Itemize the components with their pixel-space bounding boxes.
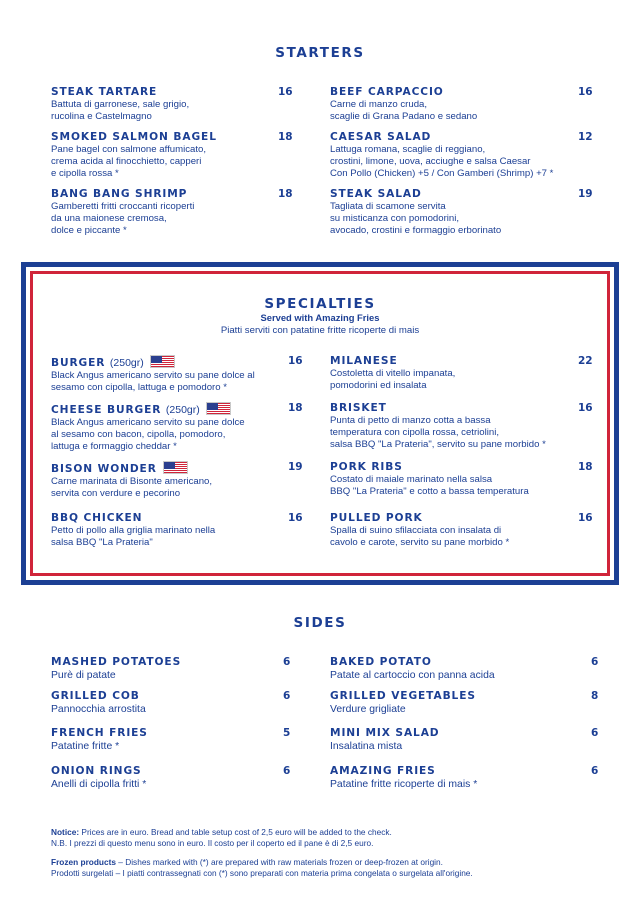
specialties-title: SPECIALTIES	[264, 296, 376, 312]
item-desc: Purè di patate	[51, 670, 116, 681]
item-desc: Costato di maiale marinato nella salsa BBQ "La Prateria" e cotto a bassa temperatura	[330, 474, 529, 497]
menu-item	[51, 86, 301, 123]
item-price: 16	[288, 355, 303, 367]
menu-item	[330, 765, 600, 791]
specialties-subtitle-it: Piatti serviti con patatine fritte ricoperte di mais	[220, 325, 420, 336]
notice-en: Notice: Prices are in euro. Bread and table setup cost of 2,5 euro will be added to the check.	[51, 827, 392, 837]
item-desc: Anelli di cipolla fritti *	[51, 779, 147, 790]
item-price: 16	[578, 86, 593, 98]
item-price: 8	[591, 690, 599, 702]
item-price: 6	[283, 690, 291, 702]
item-name: GRILLED VEGETABLES	[330, 690, 476, 702]
item-desc: Patatine fritte ricoperte di mais *	[330, 779, 478, 790]
item-name: BANG BANG SHRIMP	[51, 188, 188, 200]
notice-it: N.B. I prezzi di questo menu sono in euro. Il costo per il coperto ed il pane è di 2,5 euro.	[51, 838, 374, 848]
item-desc: Patatine fritte *	[51, 741, 120, 752]
item-name: PORK RIBS	[330, 461, 403, 473]
item-desc: Gamberetti fritti croccanti ricoperti da una maionese cremosa, dolce e piccante *	[51, 201, 195, 236]
item-name: ONION RINGS	[51, 765, 142, 777]
menu-item	[330, 656, 600, 682]
sides-title: SIDES	[293, 615, 347, 631]
item-name: MILANESE	[330, 355, 398, 367]
item-desc: Pane bagel con salmone affumicato, crema acida al finocchietto, capperi e cipolla rossa *	[51, 144, 207, 179]
item-name: GRILLED COB	[51, 690, 140, 702]
item-name: AMAZING FRIES	[330, 765, 436, 777]
menu-item	[51, 355, 301, 394]
item-price: 18	[578, 461, 593, 473]
item-name: BAKED POTATO	[330, 656, 432, 668]
starters-title: STARTERS	[275, 45, 365, 61]
menu-item	[51, 188, 301, 236]
menu-item	[51, 656, 301, 682]
menu-item	[330, 690, 600, 716]
menu-item	[330, 131, 600, 179]
menu-item	[330, 727, 600, 753]
item-name: BBQ CHICKEN	[51, 512, 143, 524]
item-name: BEEF CARPACCIO	[330, 86, 444, 98]
frozen-en: Frozen products – Dishes marked with (*) are prepared with raw materials frozen or deep-frozen at origin.	[51, 857, 443, 867]
item-price: 12	[578, 131, 593, 143]
item-price: 6	[283, 765, 291, 777]
item-name: STEAK TARTARE	[51, 86, 158, 98]
us-flag-icon	[163, 461, 188, 474]
menu-item	[330, 512, 600, 549]
item-desc: Insalatina mista	[330, 741, 403, 752]
menu-item	[51, 727, 301, 753]
menu-item	[330, 355, 600, 392]
menu-item	[51, 690, 301, 716]
us-flag-icon	[206, 402, 231, 415]
item-name: BURGER (250gr)	[51, 355, 301, 370]
item-desc: Black Angus americano servito su pane dolce al sesamo con bacon, cipolla, pomodoro, lattuga e formaggio cheddar *	[51, 417, 245, 452]
frozen-it: Prodotti surgelati – I piatti contrassegnati con (*) sono preparati con materia prima congelata o surgelata all'origine.	[51, 868, 473, 878]
item-name: CAESAR SALAD	[330, 131, 432, 143]
item-desc: Battuta di garronese, sale grigio, rucolina e Castelmagno	[51, 99, 190, 122]
item-name: MINI MIX SALAD	[330, 727, 440, 739]
item-name: BISON WONDER	[51, 461, 301, 476]
item-price: 5	[283, 727, 291, 739]
item-price: 16	[578, 402, 593, 414]
menu-item	[51, 765, 301, 791]
menu-item	[330, 86, 600, 123]
item-price: 6	[591, 656, 599, 668]
menu-item	[51, 131, 301, 179]
item-desc: Petto di pollo alla griglia marinato nella salsa BBQ "La Prateria"	[51, 525, 216, 548]
us-flag-icon	[150, 355, 175, 368]
item-price: 18	[278, 131, 293, 143]
menu-item	[330, 461, 600, 498]
item-name: STEAK SALAD	[330, 188, 422, 200]
menu-item	[330, 402, 600, 450]
item-name: FRENCH FRIES	[51, 727, 148, 739]
item-name: BRISKET	[330, 402, 387, 414]
item-desc: Patate al cartoccio con panna acida	[330, 670, 495, 681]
item-desc: Verdure grigliate	[330, 704, 406, 715]
item-price: 6	[591, 765, 599, 777]
item-desc: Pannocchia arrostita	[51, 704, 146, 715]
menu-item	[51, 461, 301, 500]
item-desc: Costoletta di vitello impanata, pomodorini ed insalata	[330, 368, 456, 391]
item-price: 6	[283, 656, 291, 668]
item-price: 16	[578, 512, 593, 524]
item-name: CHEESE BURGER (250gr)	[51, 402, 301, 417]
item-desc: Carne di manzo cruda, scaglie di Grana Padano e sedano	[330, 99, 478, 122]
item-price: 22	[578, 355, 593, 367]
menu-item	[51, 512, 301, 549]
item-price: 18	[278, 188, 293, 200]
item-desc: Black Angus americano servito su pane dolce al sesamo con cipolla, lattuga e pomodoro *	[51, 370, 255, 393]
item-price: 18	[288, 402, 303, 414]
item-name: MASHED POTATOES	[51, 656, 182, 668]
menu-item	[330, 188, 600, 236]
item-desc: Tagliata di scamone servita su misticanza con pomodorini, avocado, crostini e formaggio erborinato	[330, 201, 502, 236]
menu-item	[51, 402, 301, 452]
item-desc: Carne marinata di Bisonte americano, servita con verdure e pecorino	[51, 476, 213, 499]
item-price: 16	[278, 86, 293, 98]
item-price: 19	[578, 188, 593, 200]
specialties-subtitle: Served with Amazing Fries	[260, 312, 380, 323]
item-price: 6	[591, 727, 599, 739]
item-price: 19	[288, 461, 303, 473]
item-desc: Punta di petto di manzo cotta a bassa temperatura con cipolla rossa, cetriolini, salsa BBQ "La Prateria", servito su pane morbido *	[330, 415, 546, 450]
item-desc: Spalla di suino sfilacciata con insalata di cavolo e carote, servito su pane morbido *	[330, 525, 510, 548]
item-price: 16	[288, 512, 303, 524]
item-desc: Lattuga romana, scaglie di reggiano, crostini, limone, uova, acciughe e salsa Caesar Con Pollo (Chicken) +5 / Con Gamberi (Shrimp) +7 *	[330, 144, 554, 179]
item-name: PULLED PORK	[330, 512, 423, 524]
item-name: SMOKED SALMON BAGEL	[51, 131, 217, 143]
